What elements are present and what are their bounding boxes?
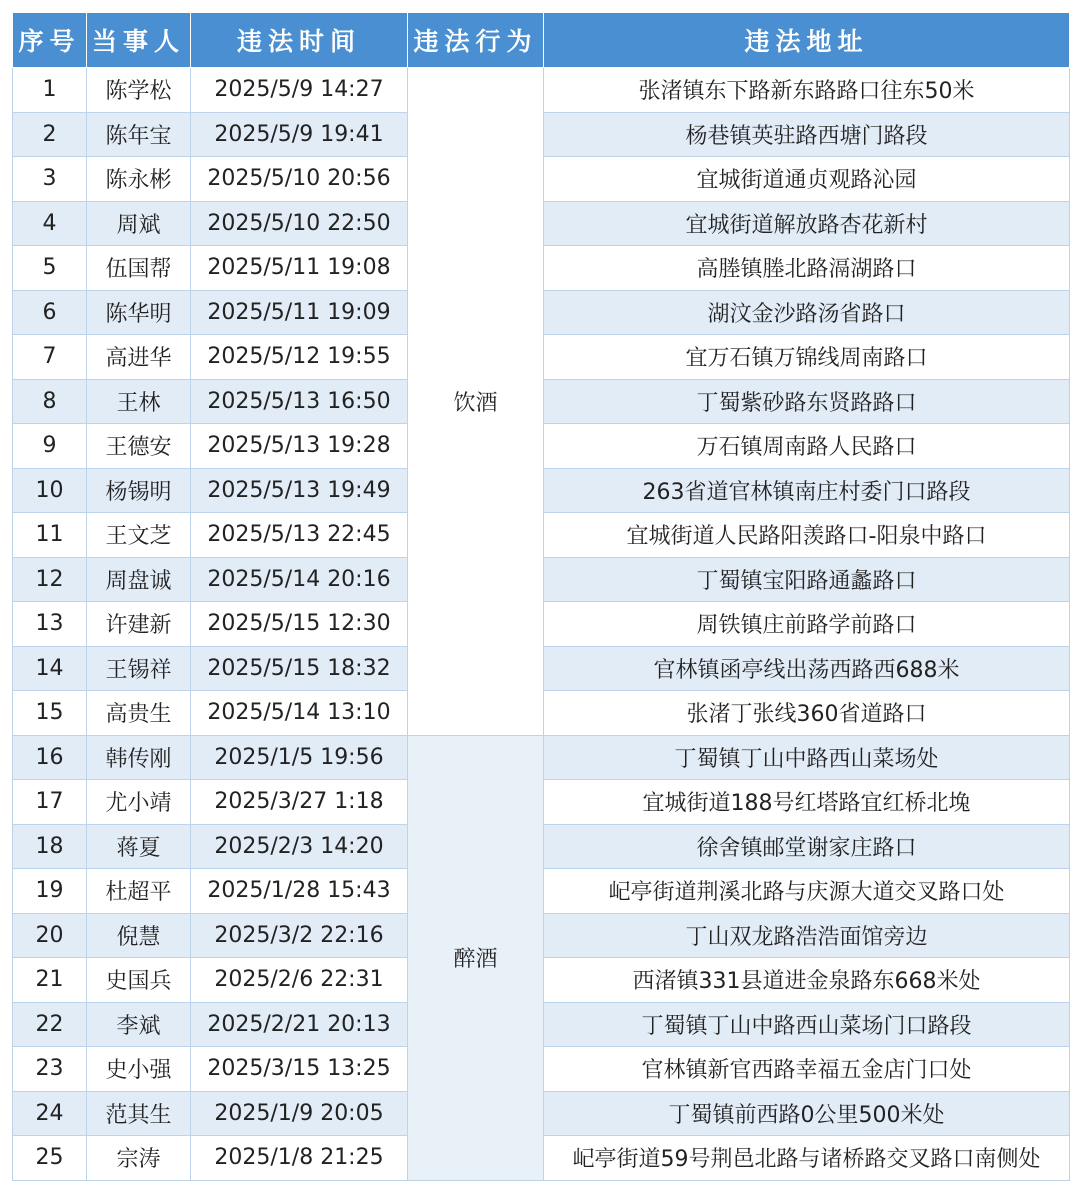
cell-time: 2025/2/21 20:13 bbox=[191, 1002, 408, 1047]
cell-address: 宜城街道188号红塔路宜红桥北堍 bbox=[544, 780, 1070, 825]
header-address: 违法地址 bbox=[544, 13, 1070, 68]
cell-address: 西渚镇331县道进金泉路东668米处 bbox=[544, 958, 1070, 1003]
cell-address: 屺亭街道荆溪北路与庆源大道交叉路口处 bbox=[544, 869, 1070, 914]
cell-party: 蒋夏 bbox=[87, 824, 191, 869]
cell-address: 宜城街道解放路杏花新村 bbox=[544, 201, 1070, 246]
cell-seq: 24 bbox=[13, 1091, 87, 1136]
cell-time: 2025/5/13 16:50 bbox=[191, 379, 408, 424]
cell-party: 韩传刚 bbox=[87, 735, 191, 780]
cell-party: 李斌 bbox=[87, 1002, 191, 1047]
cell-time: 2025/5/11 19:09 bbox=[191, 290, 408, 335]
cell-party: 史国兵 bbox=[87, 958, 191, 1003]
cell-seq: 18 bbox=[13, 824, 87, 869]
cell-time: 2025/5/9 14:27 bbox=[191, 68, 408, 113]
cell-seq: 25 bbox=[13, 1136, 87, 1181]
cell-time: 2025/5/13 19:28 bbox=[191, 424, 408, 469]
cell-seq: 14 bbox=[13, 646, 87, 691]
cell-address: 屺亭街道59号荆邑北路与诸桥路交叉路口南侧处 bbox=[544, 1136, 1070, 1181]
cell-address: 宜城街道人民路阳羡路口-阳泉中路口 bbox=[544, 513, 1070, 558]
cell-party: 伍国帮 bbox=[87, 246, 191, 291]
cell-time: 2025/2/3 14:20 bbox=[191, 824, 408, 869]
cell-seq: 1 bbox=[13, 68, 87, 113]
cell-party: 杜超平 bbox=[87, 869, 191, 914]
header-party: 当事人 bbox=[87, 13, 191, 68]
cell-seq: 17 bbox=[13, 780, 87, 825]
cell-address: 宜城街道通贞观路沁园 bbox=[544, 157, 1070, 202]
cell-party: 许建新 bbox=[87, 602, 191, 647]
cell-address: 官林镇新官西路幸福五金店门口处 bbox=[544, 1047, 1070, 1092]
cell-seq: 12 bbox=[13, 557, 87, 602]
cell-time: 2025/5/10 20:56 bbox=[191, 157, 408, 202]
cell-address: 杨巷镇英驻路西塘门路段 bbox=[544, 112, 1070, 157]
cell-address: 丁蜀镇丁山中路西山菜场门口路段 bbox=[544, 1002, 1070, 1047]
cell-seq: 6 bbox=[13, 290, 87, 335]
cell-time: 2025/1/9 20:05 bbox=[191, 1091, 408, 1136]
cell-address: 宜万石镇万锦线周南路口 bbox=[544, 335, 1070, 380]
cell-time: 2025/5/9 19:41 bbox=[191, 112, 408, 157]
cell-time: 2025/5/11 19:08 bbox=[191, 246, 408, 291]
header-time: 违法时间 bbox=[191, 13, 408, 68]
cell-party: 陈年宝 bbox=[87, 112, 191, 157]
cell-party: 王林 bbox=[87, 379, 191, 424]
table-row bbox=[13, 68, 1070, 113]
cell-seq: 21 bbox=[13, 958, 87, 1003]
cell-time: 2025/5/12 19:55 bbox=[191, 335, 408, 380]
cell-seq: 11 bbox=[13, 513, 87, 558]
cell-time: 2025/5/14 13:10 bbox=[191, 691, 408, 736]
cell-party: 高进华 bbox=[87, 335, 191, 380]
cell-party: 宗涛 bbox=[87, 1136, 191, 1181]
cell-time: 2025/1/5 19:56 bbox=[191, 735, 408, 780]
table-header-row bbox=[13, 13, 1070, 68]
cell-address: 官林镇函亭线出荡西路西688米 bbox=[544, 646, 1070, 691]
cell-seq: 13 bbox=[13, 602, 87, 647]
cell-seq: 23 bbox=[13, 1047, 87, 1092]
header-behavior: 违法行为 bbox=[408, 13, 544, 68]
cell-address: 万石镇周南路人民路口 bbox=[544, 424, 1070, 469]
cell-party: 范其生 bbox=[87, 1091, 191, 1136]
cell-behavior-drunk: 醉酒 bbox=[408, 735, 544, 1180]
cell-seq: 19 bbox=[13, 869, 87, 914]
cell-address: 丁蜀镇前西路0公里500米处 bbox=[544, 1091, 1070, 1136]
cell-address: 高塍镇塍北路滆湖路口 bbox=[544, 246, 1070, 291]
cell-time: 2025/5/13 22:45 bbox=[191, 513, 408, 558]
header-seq: 序号 bbox=[13, 13, 87, 68]
table-body bbox=[13, 68, 1070, 1181]
cell-time: 2025/1/8 21:25 bbox=[191, 1136, 408, 1181]
cell-seq: 8 bbox=[13, 379, 87, 424]
cell-seq: 9 bbox=[13, 424, 87, 469]
cell-party: 周斌 bbox=[87, 201, 191, 246]
cell-time: 2025/5/15 12:30 bbox=[191, 602, 408, 647]
cell-address: 徐舍镇邮堂谢家庄路口 bbox=[544, 824, 1070, 869]
cell-address: 丁蜀镇宝阳路通蠡路口 bbox=[544, 557, 1070, 602]
violations-table bbox=[12, 12, 1070, 1181]
cell-time: 2025/2/6 22:31 bbox=[191, 958, 408, 1003]
cell-party: 王德安 bbox=[87, 424, 191, 469]
cell-time: 2025/5/15 18:32 bbox=[191, 646, 408, 691]
cell-seq: 22 bbox=[13, 1002, 87, 1047]
cell-seq: 20 bbox=[13, 913, 87, 958]
cell-address: 263省道官林镇南庄村委门口路段 bbox=[544, 468, 1070, 513]
cell-time: 2025/1/28 15:43 bbox=[191, 869, 408, 914]
cell-time: 2025/3/15 13:25 bbox=[191, 1047, 408, 1092]
cell-address: 丁蜀镇丁山中路西山菜场处 bbox=[544, 735, 1070, 780]
cell-behavior-drinking: 饮酒 bbox=[408, 68, 544, 736]
cell-party: 高贵生 bbox=[87, 691, 191, 736]
cell-time: 2025/3/27 1:18 bbox=[191, 780, 408, 825]
cell-seq: 4 bbox=[13, 201, 87, 246]
table-row bbox=[13, 735, 1070, 780]
cell-address: 丁山双龙路浩浩面馆旁边 bbox=[544, 913, 1070, 958]
cell-seq: 15 bbox=[13, 691, 87, 736]
cell-address: 张渚丁张线360省道路口 bbox=[544, 691, 1070, 736]
cell-seq: 10 bbox=[13, 468, 87, 513]
cell-address: 张渚镇东下路新东路路口往东50米 bbox=[544, 68, 1070, 113]
cell-party: 杨锡明 bbox=[87, 468, 191, 513]
cell-time: 2025/3/2 22:16 bbox=[191, 913, 408, 958]
cell-address: 湖汶金沙路汤省路口 bbox=[544, 290, 1070, 335]
cell-party: 倪慧 bbox=[87, 913, 191, 958]
cell-seq: 16 bbox=[13, 735, 87, 780]
cell-seq: 7 bbox=[13, 335, 87, 380]
cell-party: 王文芝 bbox=[87, 513, 191, 558]
cell-time: 2025/5/14 20:16 bbox=[191, 557, 408, 602]
cell-party: 陈学松 bbox=[87, 68, 191, 113]
cell-party: 尤小靖 bbox=[87, 780, 191, 825]
cell-seq: 3 bbox=[13, 157, 87, 202]
cell-seq: 2 bbox=[13, 112, 87, 157]
cell-party: 史小强 bbox=[87, 1047, 191, 1092]
cell-party: 陈永彬 bbox=[87, 157, 191, 202]
cell-address: 周铁镇庄前路学前路口 bbox=[544, 602, 1070, 647]
cell-seq: 5 bbox=[13, 246, 87, 291]
cell-time: 2025/5/13 19:49 bbox=[191, 468, 408, 513]
cell-time: 2025/5/10 22:50 bbox=[191, 201, 408, 246]
cell-party: 周盘诚 bbox=[87, 557, 191, 602]
cell-address: 丁蜀紫砂路东贤路路口 bbox=[544, 379, 1070, 424]
cell-party: 陈华明 bbox=[87, 290, 191, 335]
cell-party: 王锡祥 bbox=[87, 646, 191, 691]
